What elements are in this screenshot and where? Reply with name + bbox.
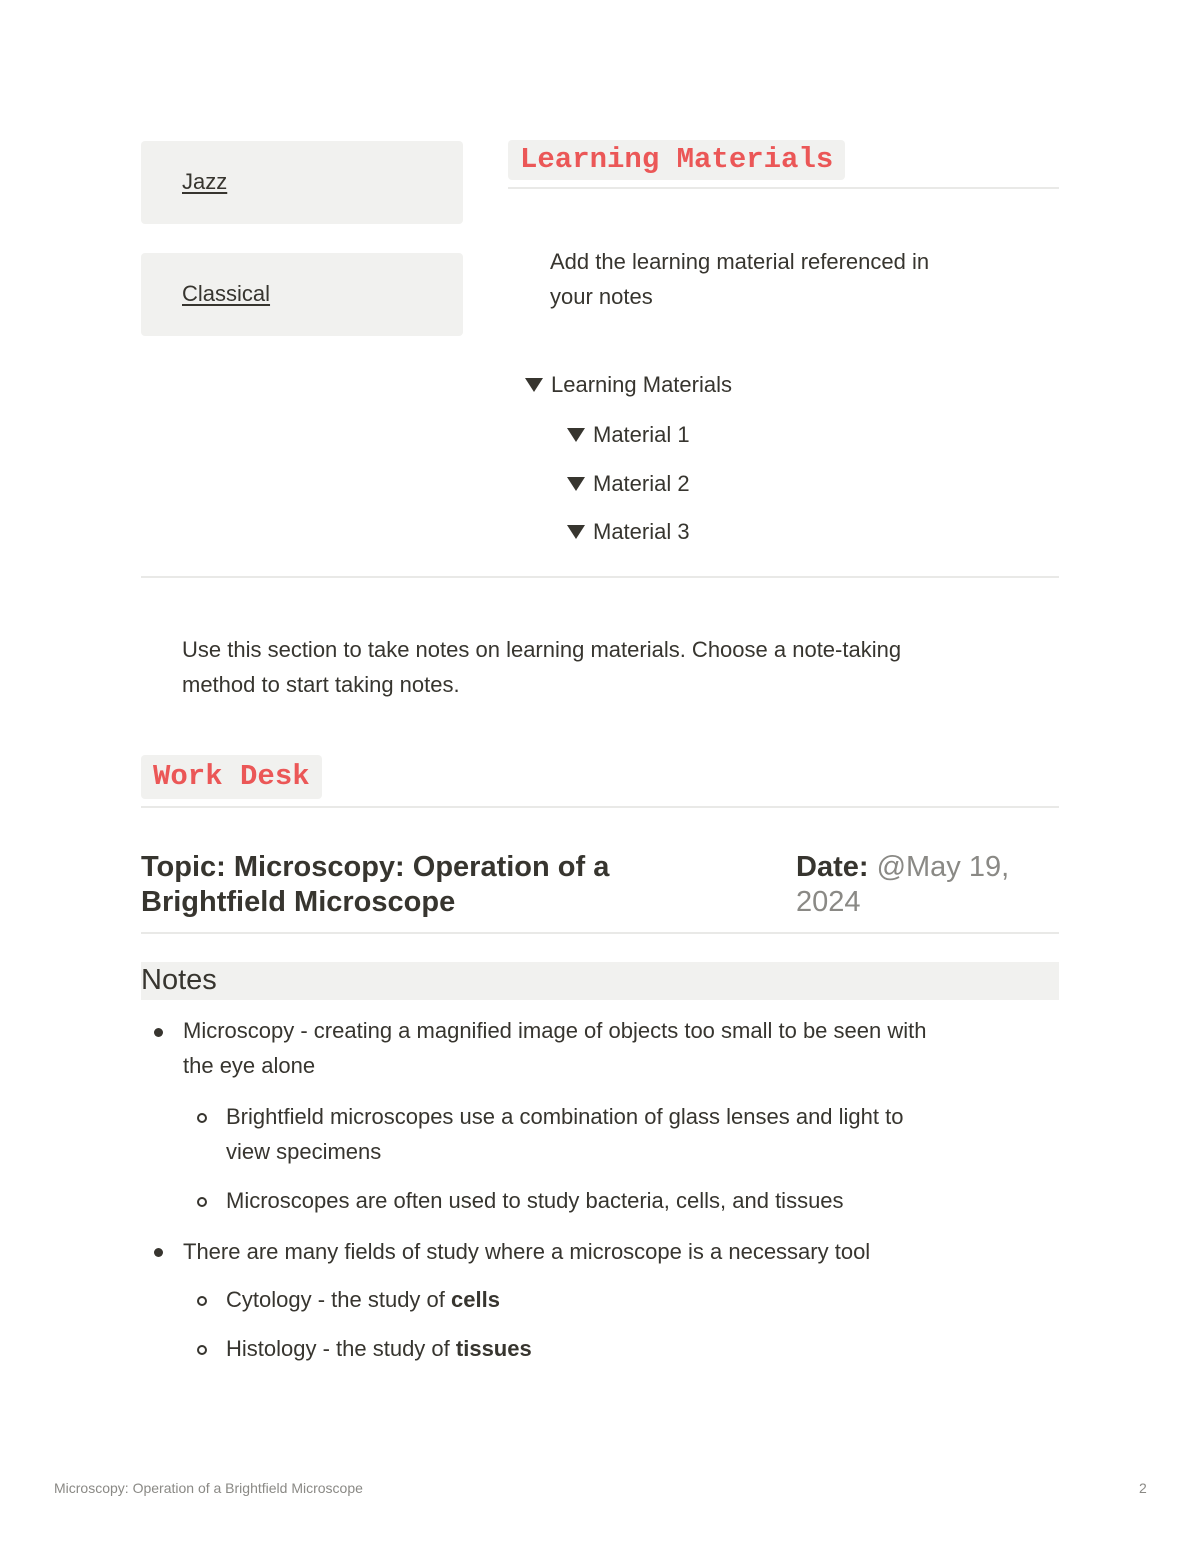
note-item: There are many fields of study where a microscope is a necessary tool — [183, 1239, 871, 1264]
note-sub-item: Histology - the study of tissues — [226, 1336, 532, 1361]
material-toggle-3[interactable] — [567, 517, 690, 547]
sidebar-link-card-jazz[interactable] — [141, 141, 463, 224]
learning-materials-instruction: Add the learning material referenced in your notes — [550, 249, 930, 309]
note-item: Microscopy - creating a magnified image of objects too small to be seen with the eye alone — [183, 1018, 927, 1078]
work-desk-heading: Work Desk — [141, 755, 322, 799]
sidebar-link-classical[interactable]: Classical — [182, 281, 271, 306]
footer-doc-title: Microscopy: Operation of a Brightfield Microscope — [54, 1480, 363, 1496]
topic-title: Topic: Microscopy: Operation of a Brightfield Microscope — [141, 851, 610, 918]
toggle-triangle-icon[interactable] — [567, 525, 585, 539]
sub-bullet-icon — [197, 1345, 207, 1355]
section-divider — [141, 576, 1059, 578]
material-toggle-1[interactable] — [567, 420, 690, 450]
sidebar-link-card-classical[interactable] — [141, 253, 463, 336]
toggle-triangle-icon[interactable] — [525, 378, 543, 392]
toggle-label: Learning Materials — [551, 372, 732, 397]
material-label: Material 2 — [593, 471, 690, 496]
learning-materials-divider — [508, 187, 1059, 189]
material-label: Material 1 — [593, 422, 690, 447]
sub-bullet-icon — [197, 1113, 207, 1123]
sub-bullet-icon — [197, 1296, 207, 1306]
material-label: Material 3 — [593, 519, 690, 544]
note-sub-item: Cytology - the study of cells — [226, 1287, 500, 1312]
toggle-triangle-icon[interactable] — [567, 477, 585, 491]
learning-materials-toggle[interactable] — [525, 370, 732, 400]
date-mention-year[interactable]: 2024 — [796, 886, 861, 918]
bullet-icon — [154, 1248, 163, 1257]
sub-bullet-icon — [197, 1197, 207, 1207]
note-sub-item: Brightfield microscopes use a combination of glass lenses and light to view specimens — [226, 1104, 904, 1164]
notes-heading: Notes — [141, 962, 1059, 1000]
page-number: 2 — [1139, 1480, 1147, 1496]
date-field — [796, 850, 1009, 920]
topic-divider — [141, 932, 1059, 934]
work-desk-divider — [141, 806, 1059, 808]
material-toggle-2[interactable] — [567, 469, 690, 499]
note-taking-instruction: Use this section to take notes on learning materials. Choose a note-taking method to start taking notes. — [182, 637, 902, 697]
date-mention[interactable]: @May 19, — [876, 851, 1010, 883]
note-sub-item: Microscopes are often used to study bacteria, cells, and tissues — [226, 1188, 844, 1213]
toggle-triangle-icon[interactable] — [567, 428, 585, 442]
date-label: Date: — [796, 851, 869, 883]
learning-materials-heading: Learning Materials — [508, 140, 845, 180]
bullet-icon — [154, 1028, 163, 1037]
sidebar-link-jazz[interactable]: Jazz — [182, 169, 228, 194]
